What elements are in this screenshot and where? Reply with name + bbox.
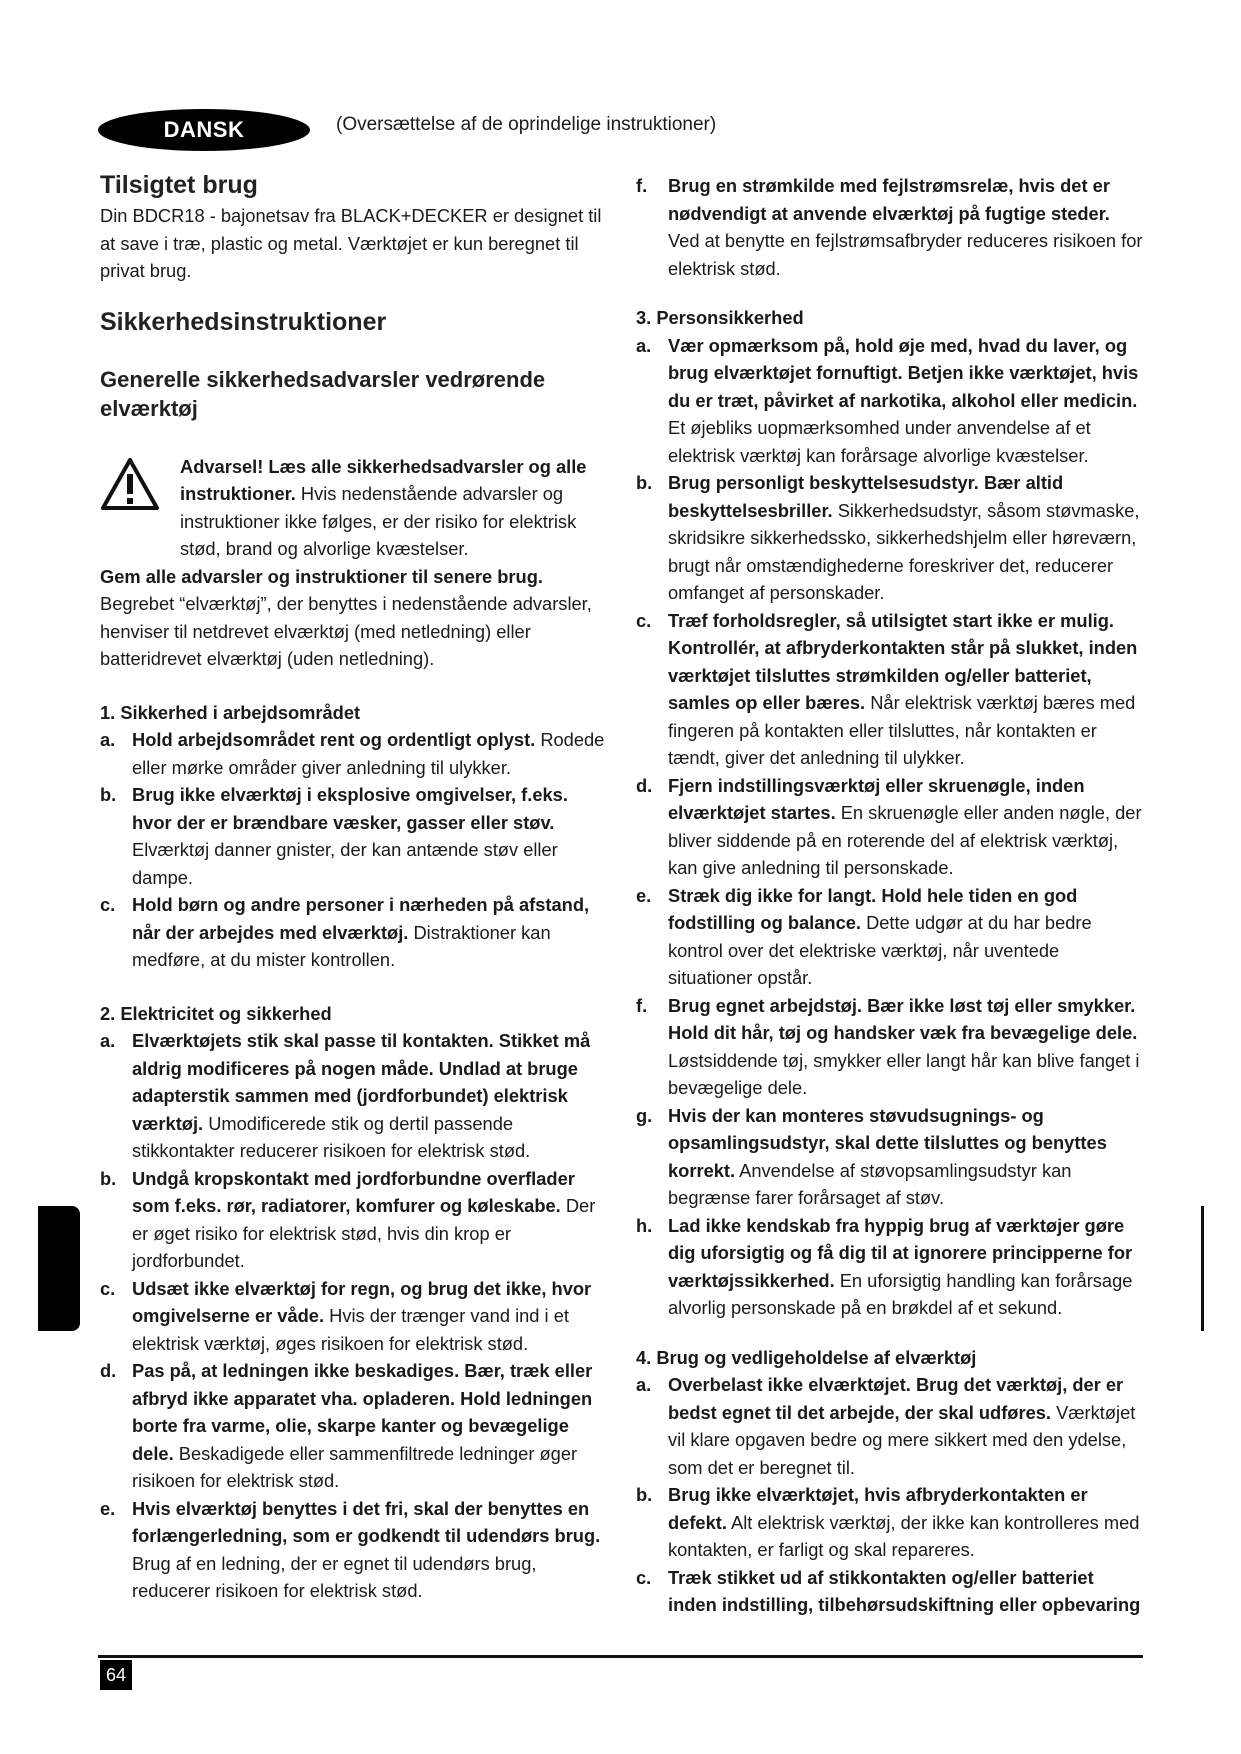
warning-bold: Advarsel! Læs alle sikkerhedsadvarsler og alle instruktioner. [180,455,587,504]
intended-use-body: Din BDCR18 - bajonetsav fra BLACK+DECKER er designet til at save i træ, plastic og metal. Værktøjet er kun beregnet til privat brug. [100,205,602,281]
warning-block [100,453,610,563]
list-item: c. Træk stikket ud af stikkontakten og/eller batteriet inden indstilling, tilbehørsudskiftning eller opbevaring [636,1566,1141,1615]
translation-note: (Oversættelse af de oprindelige instruktioner) [336,114,717,135]
list-item: c. Hold børn og andre personer i nærheden på afstand, når der arbejdes med elværktøj. Distraktioner kan medføre, at du mister kontrollen. [100,894,590,970]
list-item: b. Brug ikke elværktøjet, hvis afbryderkontakten er defekt. Alt elektrisk værktøj, der ikke kan kontrolleres med kontakten, er farligt og skal repareres. [636,1484,1140,1560]
list-item: a. Hold arbejdsområdet rent og ordentligt oplyst. Rodede eller mørke områder giver anledning til ulykker. [100,729,605,778]
section-1-title: 1. Sikkerhed i arbejdsområdet [100,701,361,723]
list-item: a. Vær opmærksom på, hold øje med, hvad du laver, og brug elværktøjet fornuftigt. Betjen ikke værktøjet, hvis du er træt, påvirket af narkotika, alkohol eller medicin. Et øjebliks uopmærksomhed under anvendelse af et elektrisk værktøj kan forårsage alvorlige kvæstelser. [636,334,1139,466]
list-item: h. Lad ikke kendskab fra hyppig brug af værktøjer gøre dig uforsigtig og få dig til at ignorere principperne for værktøjssikkerhed. En uforsigtig handling kan forårsage alvorlig personskade på en brøkdel af et sekund. [636,1214,1133,1318]
power-tool-definition: Begrebet “elværktøj”, der benyttes i nedenstående advarsler, henviser til netdrevet elværktøj (med netledning) eller batteridrevet elværktøj (uden netledning). [100,593,592,669]
warning-text: Hvis nedenstående advarsler og instruktioner ikke følges, er der risiko for elektrisk stød, brand og alvorlige kvæstelser. [180,483,577,559]
list-item: b. Brug ikke elværktøj i eksplosive omgivelser, f.eks. hvor der er brændbare væsker, gasser eller støv. Elværktøj danner gnister, der kan antænde støv eller dampe. [100,784,568,888]
left-column [100,170,610,1605]
right-column [636,172,1146,1619]
list-item: d. Fjern indstillingsværktøj eller skruenøgle, inden elværktøjet startes. En skruenøgle eller anden nøgle, der bliver siddende på en roterende del af elektrisk værktøj, kan give anledning til personskade. [636,774,1142,878]
list-item: f. Brug en strømkilde med fejlstrømsrelæ, hvis det er nødvendigt at anvende elværktøj på fugtige steder. Ved at benytte en fejlstrømsafbryder reduceres risikoen for elektrisk stød. [636,175,1143,279]
list-item: e. Stræk dig ikke for langt. Hold hele tiden en god fodstilling og balance. Dette udgør at du har bedre kontrol over det elektriske værktøj, når uventede situationer opstår. [636,884,1092,988]
footer-rule [98,1655,1143,1658]
section-3-title: 3. Personsikkerhed [636,307,804,328]
section-4-title: 4. Brug og vedligeholdelse af elværktøj [636,1346,977,1368]
section-2-title: 2. Elektricitet og sikkerhed [100,1002,332,1024]
list-item: e. Hvis elværktøj benyttes i det fri, skal der benyttes en forlængerledning, som er godkendt til udendørs brug. Brug af en ledning, der er egnet til udendørs brug, reducerer risikoen for elektrisk stød. [100,1497,601,1601]
margin-rule [1201,1206,1204,1331]
intended-use-title: Tilsigtet brug [100,171,258,199]
list-item: a. Elværktøjets stik skal passe til kontakten. Stikket må aldrig modificeres på nogen måde. Undlad at bruge adapterstik sammen med (jordforbundet) elektrisk værktøj. Umodificerede stik og dertil passende stikkontakter reducerer risikoen for elektrisk stød. [100,1030,591,1161]
list-item: c. Udsæt ikke elværktøj for regn, og brug det ikke, hvor omgivelserne er våde. Hvis der trænger vand ind i et elektrisk værktøj, øges risikoen for elektrisk stød. [100,1277,592,1354]
page-number: 64 [100,1660,132,1690]
keep-warnings-note: Gem alle advarsler og instruktioner til senere brug. [100,565,543,587]
warning-triangle-icon [100,457,160,511]
list-item: f. Brug egnet arbejdstøj. Bær ikke løst tøj eller smykker. Hold dit hår, tøj og handsker væk fra bevægelige dele. Løstsiddende tøj, smykker eller langt hår kan blive fanget i bevægelige dele. [636,994,1140,1098]
safety-title: Sikkerhedsinstruktioner [100,307,387,336]
list-item: g. Hvis der kan monteres støvudsugnings- og opsamlingsudstyr, skal dette tilsluttes og benyttes korrekt. Anvendelse af støvopsamlingsudstyr kan begrænse farer forårsaget af støv. [636,1104,1107,1208]
side-tab-marker [38,1206,80,1331]
language-badge: DANSK [98,109,310,151]
list-item: b. Undgå kropskontakt med jordforbundne overflader som f.eks. rør, radiatorer, komfurer og køleskabe. Der er øget risiko for elektrisk stød, hvis din krop er jordforbundet. [100,1167,596,1271]
list-item: c. Træf forholdsregler, så utilsigtet start ikke er mulig. Kontrollér, at afbryderkontakten står på slukket, inden værktøjet tilsluttes strømkilden og/eller batteriet, samles op eller bæres. Når elektrisk værktøj bæres med fingeren på kontakten eller tilsluttes, når kontakten er tændt, giver det anledning til ulykker. [636,609,1138,768]
list-item: a. Overbelast ikke elværktøjet. Brug det værktøj, der er bedst egnet til det arbejde, der skal udføres. Værktøjet vil klare opgaven bedre og mere sikkert med den ydelse, som det er beregnet til. [636,1374,1136,1478]
list-item: b. Brug personligt beskyttelsesudstyr. Bær altid beskyttelsesbriller. Sikkerhedsudstyr, såsom støvmaske, skridsikre sikkerhedssko, sikkerhedshjelm eller høreværn, brugt når omstændighederne foreskriver det, reducerer omfanget af personskader. [636,472,1140,603]
list-item: d. Pas på, at ledningen ikke beskadiges. Bær, træk eller afbryd ikke apparatet vha. opladeren. Hold ledningen borte fra varme, olie, skarpe kanter og bevægelige dele. Beskadigede eller sammenfiltrede ledninger øger risikoen for elektrisk stød. [100,1360,593,1491]
general-warnings-title: Generelle sikkerhedsadvarsler vedrørende elværktøj [100,366,546,421]
